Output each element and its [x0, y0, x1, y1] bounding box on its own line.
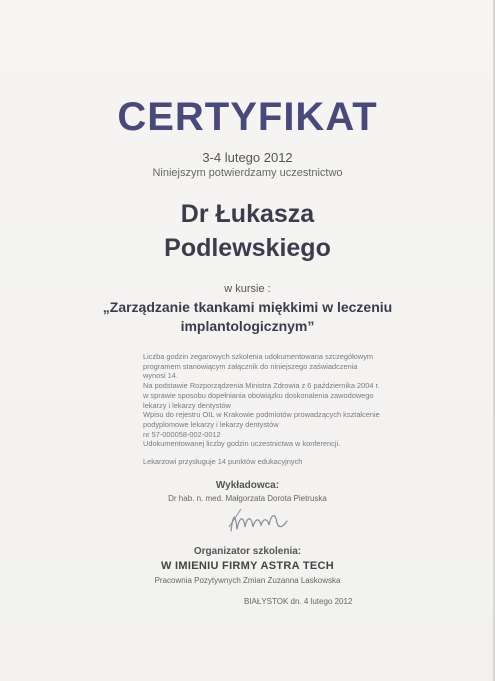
points-text: Lekarzowi przysługuje 14 punktów edukacyjnych	[143, 457, 303, 467]
lecturer-label: Wykładowca:	[215, 480, 280, 491]
course-title-line-2: implantologicznym”	[180, 318, 315, 334]
course-title	[60, 298, 435, 336]
course-intro: w kursie :	[224, 283, 271, 295]
details-line: Na podstawie Rozporządzenia Ministra Zdrowia z 6 października 2004 r.	[143, 381, 380, 391]
intro-text: Niniejszym potwierdzamy uczestnictwo	[152, 167, 343, 179]
event-date: 3-4 lutego 2012	[202, 150, 293, 165]
details-line: podyplomowe lekarzy i lekarzy dentystów	[143, 419, 279, 429]
details-line: lekarzy i lekarzy dentystów	[143, 400, 231, 410]
signature-image	[225, 505, 295, 537]
details-block	[143, 352, 443, 467]
details-line: Udokumentowanej liczby godzin uczestnictwa w konferencji.	[143, 439, 341, 449]
place-and-date: BIAŁYSTOK dn. 4 lutego 2012	[244, 597, 353, 606]
organizer-subtitle: Pracownia Pozytywnych Zmian Zuzanna Laskowska	[154, 576, 341, 585]
organizer-label: Organizator szkolenia:	[193, 546, 302, 557]
participant-name-line-2: Podlewskiego	[164, 234, 331, 262]
details-line: nr 57-000058-002-0012	[143, 429, 221, 439]
course-title-line-1: „Zarządzanie tkankami miękkimi w leczeniu	[102, 299, 393, 315]
details-line: Liczba godzin zegarowych szkolenia udokumentowana szczegółowym	[143, 352, 374, 361]
spacer	[143, 449, 443, 457]
details-line: w sprawie sposobu dopełniania obowiązku doskonalenia zawodowego	[143, 390, 374, 400]
participant-name	[0, 197, 495, 265]
details-line: wynosi 14.	[143, 371, 178, 381]
certificate-title: CERTYFIKAT	[117, 95, 378, 139]
participant-name-line-1: Dr Łukasza	[180, 200, 315, 228]
organizer-name: W IMIENIU FIRMY ASTRA TECH	[161, 560, 334, 572]
details-line: programem stanowiącym załącznik do niniejszego zaświadczenia	[143, 361, 358, 371]
details-line: Wpisu do rejestru OIL w Krakowie podmiotów prowadzących kształcenie	[143, 410, 380, 420]
lecturer-name: Dr hab. n. med. Małgorzata Dorota Pietruska	[168, 494, 327, 503]
